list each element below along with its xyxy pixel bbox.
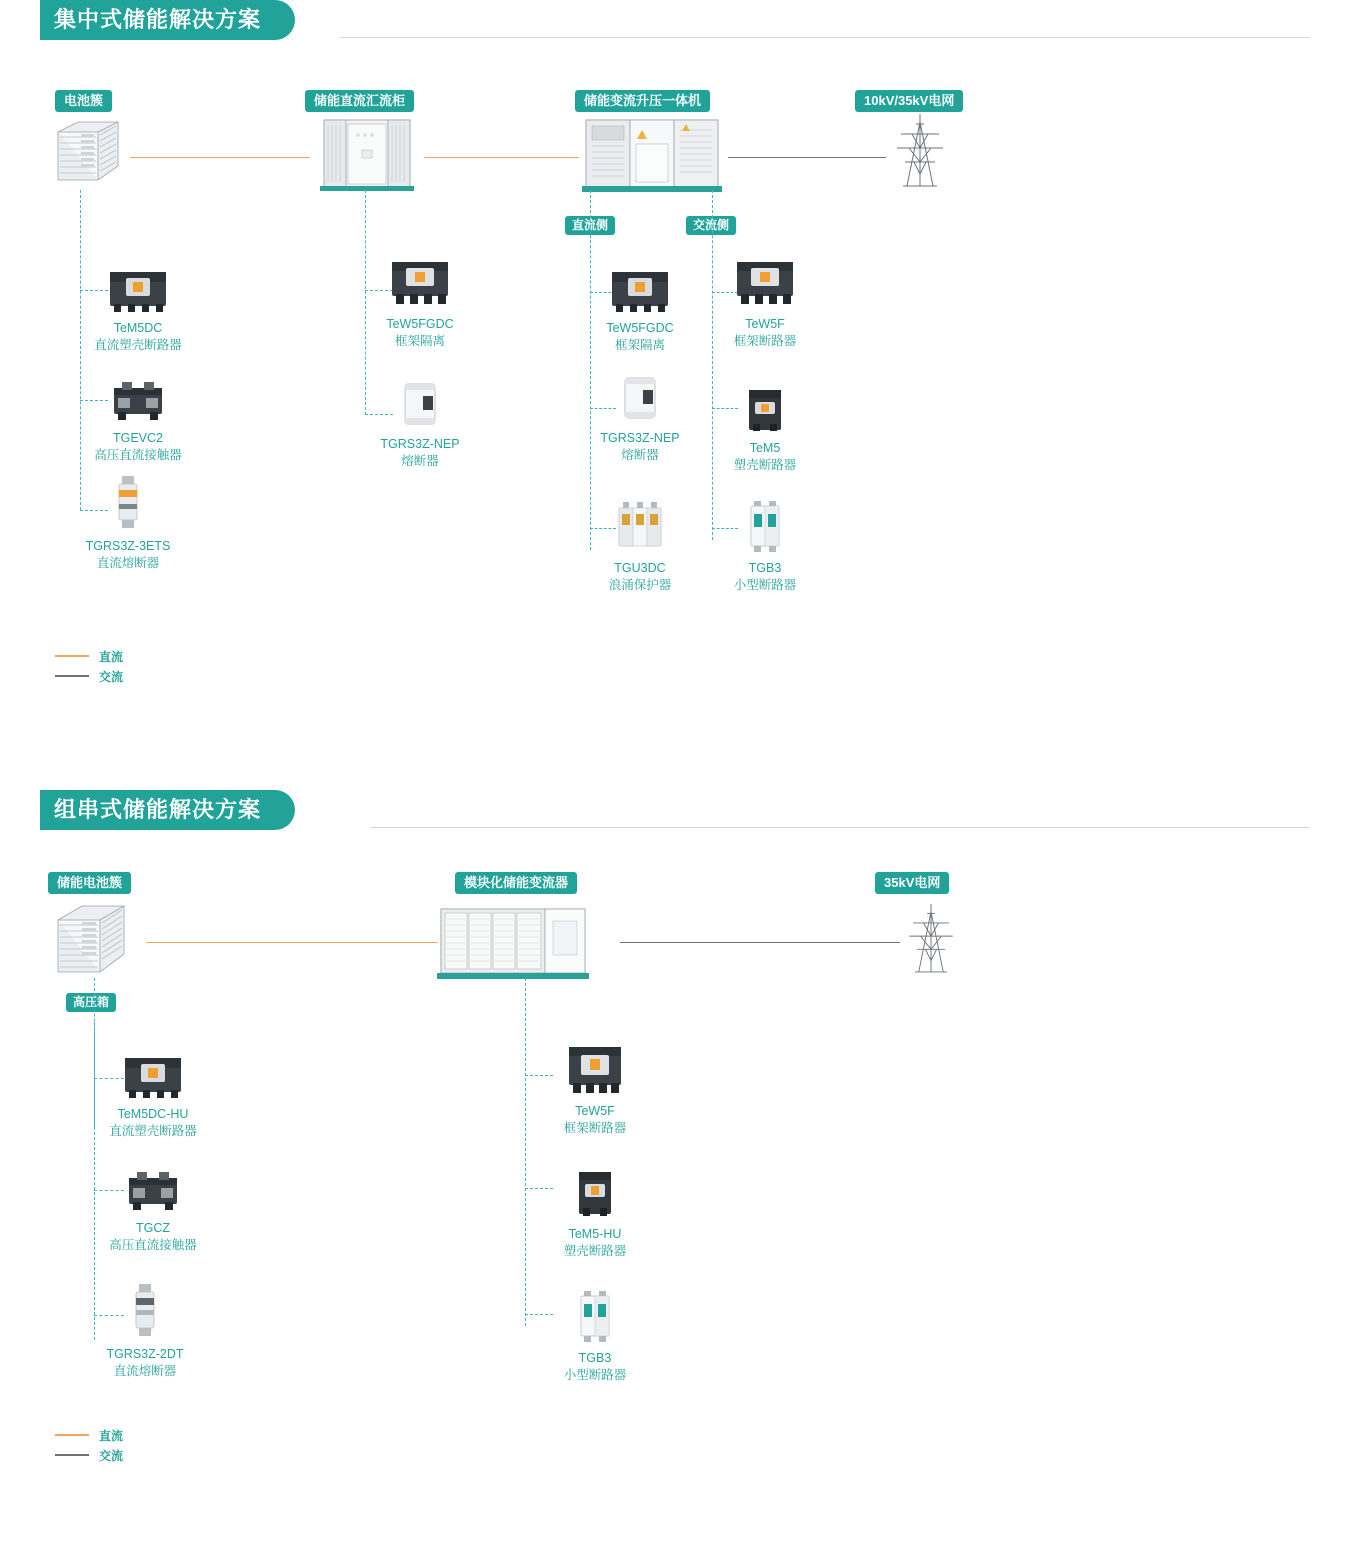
fuse-link-icon [53,470,203,532]
item-desc: 框架隔离 [394,333,445,348]
power-pylon-icon [885,112,955,188]
item-name: TGRS3Z-2DT [106,1347,184,1361]
item-desc: 直流塑壳断路器 [109,1123,197,1138]
item-tem5-ac [690,372,840,474]
acb-icon [520,1035,670,1097]
header-rule [340,37,1310,38]
item-tgb3-s2 [520,1282,670,1384]
item-name: TeW5F [575,1104,615,1118]
item-name: TGB3 [748,561,782,575]
item-desc: 高压直流接触器 [109,1237,197,1252]
legend-label-dc-2: 直流 [99,1428,124,1443]
item-tem5-hu [520,1158,670,1260]
item-tgcz [78,1152,228,1254]
item-name: TeW5FGDC [606,321,674,335]
item-tgrs3z-nep-combiner [345,368,495,470]
item-name: TGRS3Z-3ETS [85,539,171,553]
pcs-transformer-icon [582,110,722,194]
item-name: TGRS3Z-NEP [380,437,460,451]
dc-combiner-cabinet-icon [318,112,418,192]
item-desc: 浪涌保护器 [608,577,672,592]
power-pylon-icon-2 [898,900,964,976]
item-name: TeW5FGDC [386,317,454,331]
mccb-icon [63,252,213,314]
legend-label-ac: 交流 [99,669,124,684]
item-name: TGRS3Z-NEP [600,431,680,445]
item-desc: 小型断路器 [733,577,797,592]
item-tgrs3z-3ets [53,470,203,572]
node-label-battery-cluster-2: 储能电池簇 [48,872,131,894]
legend-row-dc-2 [55,1425,123,1445]
mccb-dark-icon [520,1158,670,1220]
node-label-dc-combiner: 储能直流汇流柜 [305,90,414,112]
section-centralized [0,0,1350,684]
legend-dash-dc-2 [55,1434,89,1436]
sublabel-hv-box: 高压箱 [66,993,116,1012]
fuse-link-icon [70,1278,220,1340]
item-tew5f-ac [690,248,840,350]
item-tgevc2 [63,362,213,464]
item-name: TGU3DC [614,561,666,575]
acb-icon [690,248,840,310]
legend-dash-ac-2 [55,1454,89,1456]
item-desc: 高压直流接触器 [94,447,182,462]
item-name: TGEVC2 [112,431,163,445]
section-title-2: 组串式储能解决方案 [40,790,295,830]
fuse-cyl-icon [345,368,495,430]
flow-dc-3 [146,942,438,943]
item-tew5f-s2 [520,1035,670,1137]
legend-row-ac-2 [55,1445,123,1465]
item-name: TeW5F [745,317,785,331]
legend-label-dc: 直流 [99,649,124,664]
header-rule-2 [370,827,1310,828]
mccb-icon [78,1038,228,1100]
contactor-icon [78,1152,228,1214]
node-label-battery-cluster: 电池簇 [55,90,112,112]
sublabel-ac-side: 交流侧 [686,216,736,235]
battery-cluster-icon [48,118,124,190]
item-desc: 框架断路器 [563,1120,627,1135]
item-desc: 小型断路器 [563,1367,627,1382]
modular-pcs-icon [435,895,595,983]
item-tgrs3z-2dt [70,1278,220,1380]
mcb-icon [520,1282,670,1344]
item-name: TeM5-HU [568,1227,622,1241]
item-tew5fgdc-combiner [345,248,495,350]
item-desc: 直流塑壳断路器 [94,337,182,352]
section-title: 集中式储能解决方案 [40,0,295,40]
flow-ac-2 [620,942,900,943]
item-name: TeM5 [749,441,781,455]
item-name: TeM5DC [113,321,163,335]
mcb-icon [690,492,840,554]
item-desc: 框架断路器 [733,333,797,348]
item-name: TGCZ [135,1221,171,1235]
legend-section-1 [55,646,123,686]
trunk-col4 [712,190,713,540]
trunk-s2-col2 [525,978,526,1326]
legend-dash-dc [55,655,89,657]
node-label-grid: 10kV/35kV电网 [855,90,963,112]
flow-ac-1 [728,157,886,158]
item-desc: 塑壳断路器 [563,1243,627,1258]
legend-label-ac-2: 交流 [99,1448,124,1463]
item-desc: 塑壳断路器 [733,457,797,472]
mccb-dark-icon [690,372,840,434]
node-label-modular-pcs: 模块化储能变流器 [455,872,577,894]
acb-icon [345,248,495,310]
item-tem5dc [63,252,213,354]
item-tem5dc-hu [78,1038,228,1140]
item-desc: 直流熔断器 [96,555,160,570]
legend-section-2 [55,1425,123,1465]
item-desc: 直流熔断器 [113,1363,177,1378]
battery-cluster-icon-2 [48,902,130,982]
section-header-2 [40,790,1310,836]
flow-dc-2 [424,157,579,158]
section-string [0,790,1350,1463]
node-label-pcs-transformer: 储能变流升压一体机 [575,90,710,112]
item-desc: 熔断器 [621,447,659,462]
section-header [40,0,1310,46]
legend-row-ac [55,666,123,686]
legend-row-dc [55,646,123,666]
item-tgb3-ac [690,492,840,594]
item-desc: 熔断器 [401,453,439,468]
contactor-icon [63,362,213,424]
flow-dc-1 [130,157,310,158]
legend-dash-ac [55,675,89,677]
item-name: TGB3 [578,1351,612,1365]
item-name: TeM5DC-HU [117,1107,189,1121]
node-label-grid-2: 35kV电网 [875,872,949,894]
item-desc: 框架隔离 [614,337,665,352]
sublabel-dc-side: 直流侧 [565,216,615,235]
